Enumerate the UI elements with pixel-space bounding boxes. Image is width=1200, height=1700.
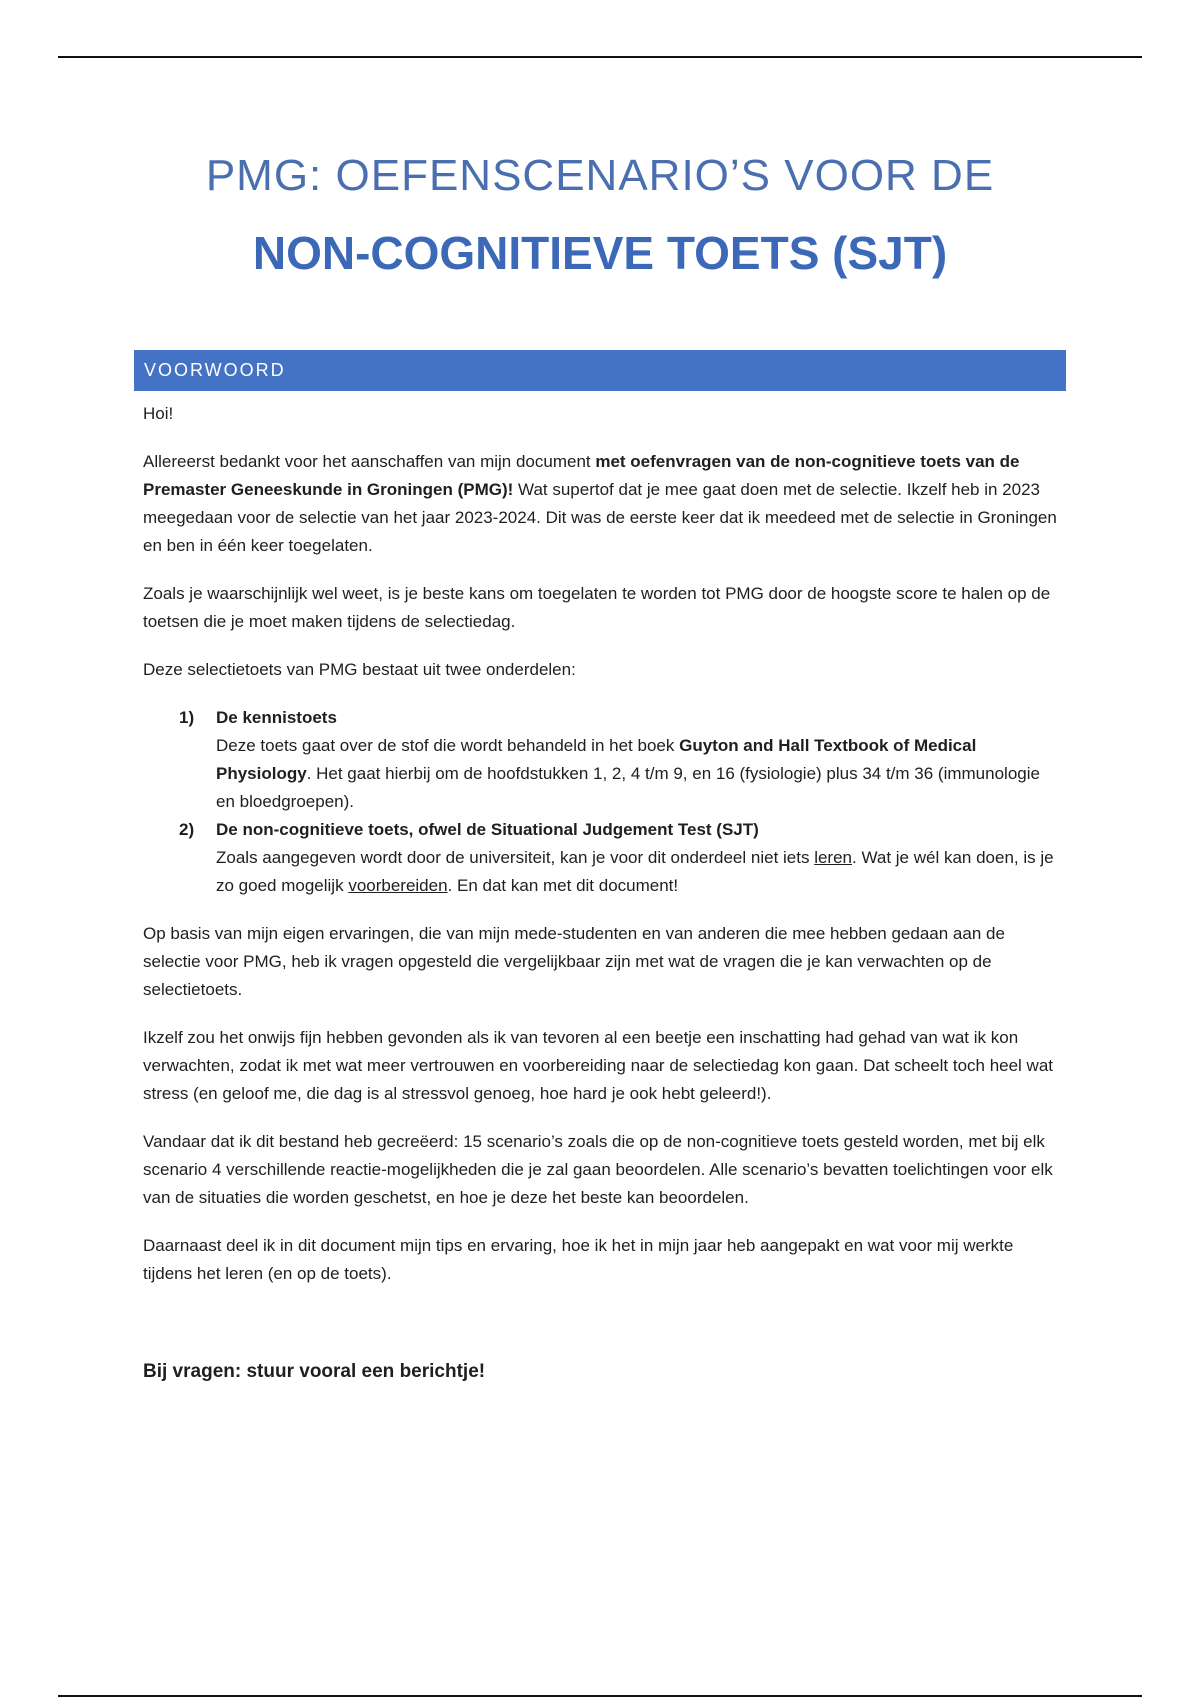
list-item-text	[216, 844, 1063, 900]
section-heading-voorwoord: VOORWOORD	[134, 350, 1066, 391]
paragraph-scenarios: Vandaar dat ik dit bestand heb gecreëerd: 15 scenario’s zoals die op de non-cognitieve toets gesteld worden, met bij elk scenario 4 verschillende reactie-mogelijkheden die je zal gaan beoordelen. Alle scenario’s bevatten toelichtingen voor elk van de situaties die worden geschetst, en hoe je deze het beste kan beoordelen.	[143, 1132, 1053, 1207]
title-line-1: PMG: OEFENSCENARIO’S VOOR DE	[205, 151, 995, 200]
bottom-rule	[58, 1695, 1142, 1697]
list-item-text-part3: . En dat kan met dit document!	[447, 876, 679, 895]
paragraph-intro-part2: Wat supertof dat je mee gaat doen met de selectie. Ikzelf heb in 2023 meegedaan voor de selectie van het jaar 2023-2024. Dit was de eerste keer dat ik meedeed met de selectie in Groningen en ben in één keer toegelaten.	[143, 480, 1057, 555]
paragraph-chance: Zoals je waarschijnlijk wel weet, is je beste kans om toegelaten te worden tot PMG door de hoogste score te halen op de toetsen die je moet maken tijdens de selectiedag.	[143, 584, 1051, 631]
paragraph-intro-bold: met oefenvragen van de non-cognitieve toets van de Premaster Geneeskunde in Groningen (PMG)!	[143, 452, 1020, 499]
document-body	[143, 400, 1063, 1406]
list-item-text-part2: . Het gaat hierbij om de hoofdstukken 1, 2, 4 t/m 9, en 16 (fysiologie) plus 34 t/m 36 (immunologie en bloedgroepen).	[216, 764, 1040, 811]
list-number: 1)	[179, 708, 195, 727]
greeting: Hoi!	[143, 404, 174, 423]
top-rule	[58, 56, 1142, 58]
list-item-kennistoets	[143, 704, 1063, 816]
paragraph-confidence: Ikzelf zou het onwijs fijn hebben gevonden als ik van tevoren al een beetje een inschatting had gehad van wat ik kon verwachten, zodat ik met wat meer vertrouwen en voorbereiding naar de selectiedag kon gaan. Dat scheelt toch heel wat stress (en geloof me, die dag is al stressvol genoeg, hoe hard je ook hebt geleerd!).	[143, 1028, 1054, 1103]
paragraph-intro	[143, 448, 1063, 560]
list-item-title: De non-cognitieve toets, ofwel de Situational Judgement Test (SJT)	[216, 820, 759, 839]
underlined-voorbereiden: voorbereiden	[348, 876, 448, 895]
list-item-sjt	[143, 816, 1063, 900]
title-line-2: NON-COGNITIEVE TOETS (SJT)	[252, 227, 948, 279]
list-item-text-part1: Zoals aangegeven wordt door de universiteit, kan je voor dit onderdeel niet iets	[216, 848, 815, 867]
paragraph-experience: Op basis van mijn eigen ervaringen, die van mijn mede-studenten en van anderen die mee hebben gedaan aan de selectie voor PMG, heb ik vragen opgesteld die vergelijkbaar zijn met wat de vragen die je kan verwachten op de selectietoets.	[143, 924, 1005, 999]
paragraph-intro-part1: Allereerst bedankt voor het aanschaffen van mijn document	[143, 452, 596, 471]
list-item-title: De kennistoets	[216, 708, 337, 727]
document-title	[0, 150, 1200, 280]
test-parts-list	[143, 704, 1063, 900]
list-item-text	[216, 732, 1063, 816]
underlined-leren: leren	[814, 848, 853, 867]
list-item-text-part2: . Wat je wél kan doen, is je zo goed mogelijk	[216, 848, 1054, 895]
paragraph-tips: Daarnaast deel ik in dit document mijn tips en ervaring, hoe ik het in mijn jaar heb aangepakt en wat voor mij werkte tijdens het leren (en op de toets).	[143, 1236, 1014, 1283]
book-title: Guyton and Hall Textbook of Medical Physiology	[216, 736, 977, 783]
list-item-text-part1: Deze toets gaat over de stof die wordt behandeld in het boek	[216, 736, 680, 755]
closing-line: Bij vragen: stuur vooral een berichtje!	[143, 1361, 486, 1382]
list-number: 2)	[179, 820, 195, 839]
paragraph-parts: Deze selectietoets van PMG bestaat uit twee onderdelen:	[143, 660, 576, 679]
